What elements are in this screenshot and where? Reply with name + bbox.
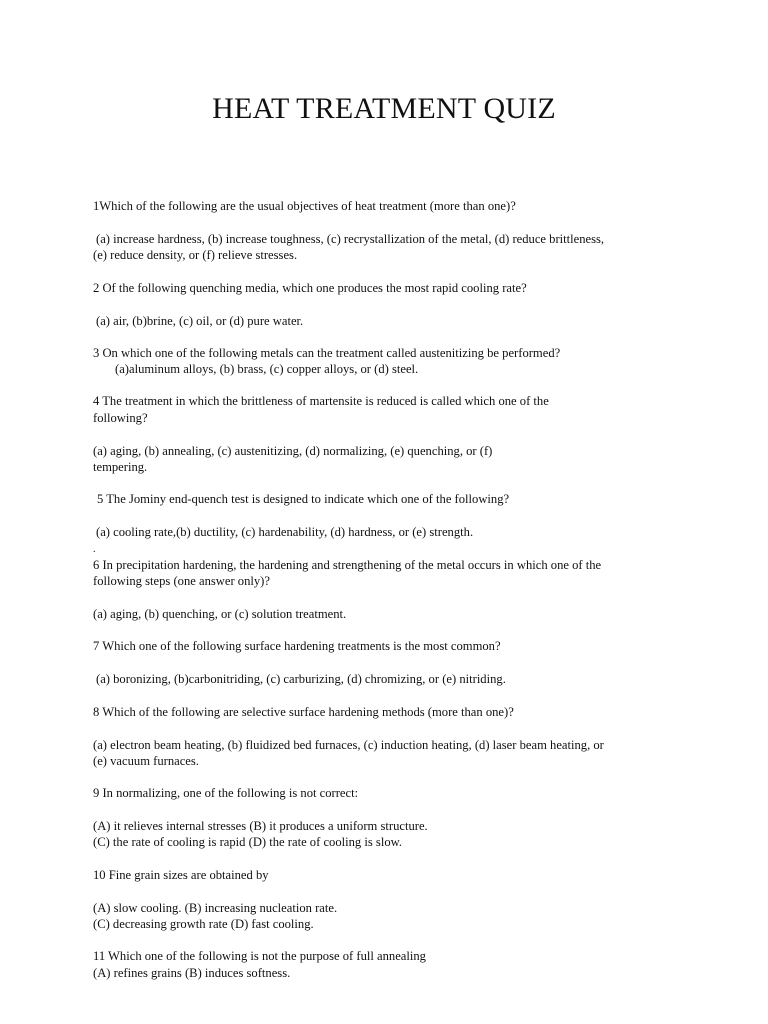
question-1: 1Which of the following are the usual objectives of heat treatment (more than one)? (93, 199, 516, 213)
answer-5: (a) cooling rate,(b) ductility, (c) hardenability, (d) hardness, or (e) strength. (96, 525, 474, 539)
answer-7: (a) boronizing, (b)carbonitriding, (c) carburizing, (d) chromizing, or (e) nitriding. (96, 672, 506, 686)
answer-11: (A) refines grains (B) induces softness. (93, 966, 291, 980)
question-9: 9 In normalizing, one of the following is not correct: (93, 786, 359, 800)
answer-10-line-2: (C) decreasing growth rate (D) fast cooling. (93, 917, 314, 931)
question-5: 5 The Jominy end-quench test is designed to indicate which one of the following? (97, 492, 510, 506)
answer-1-line-2: (e) reduce density, or (f) relieve stresses. (93, 248, 298, 262)
answer-1-line-1: (a) increase hardness, (b) increase toughness, (c) recrystallization of the metal, (d) reduce brittleness, (96, 232, 605, 246)
answer-9-line-2: (C) the rate of cooling is rapid (D) the rate of cooling is slow. (93, 835, 403, 849)
question-3: 3 On which one of the following metals can the treatment called austenitizing be performed? (93, 346, 561, 360)
answer-8-line-2: (e) vacuum furnaces. (93, 754, 199, 768)
answer-10-line-1: (A) slow cooling. (B) increasing nucleation rate. (93, 901, 338, 915)
answer-4-line-1: (a) aging, (b) annealing, (c) austenitizing, (d) normalizing, (e) quenching, or (f) (93, 444, 493, 458)
question-4-line-1: 4 The treatment in which the brittleness of martensite is reduced is called which one of the (93, 394, 549, 408)
question-2: 2 Of the following quenching media, which one produces the most rapid cooling rate? (93, 281, 527, 295)
question-10: 10 Fine grain sizes are obtained by (93, 868, 269, 882)
question-7: 7 Which one of the following surface hardening treatments is the most common? (93, 639, 501, 653)
answer-4-line-2: tempering. (93, 460, 148, 474)
stray-period: . (93, 544, 96, 555)
question-11: 11 Which one of the following is not the purpose of full annealing (93, 949, 426, 963)
answer-9-line-1: (A) it relieves internal stresses (B) it produces a uniform structure. (93, 819, 428, 833)
question-6-line-1: 6 In precipitation hardening, the hardening and strengthening of the metal occurs in which one of the (93, 558, 602, 572)
answer-2: (a) air, (b)brine, (c) oil, or (d) pure water. (96, 314, 304, 328)
answer-3: (a)aluminum alloys, (b) brass, (c) copper alloys, or (d) steel. (115, 362, 419, 376)
question-4-line-2: following? (93, 411, 148, 425)
answer-6: (a) aging, (b) quenching, or (c) solution treatment. (93, 607, 347, 621)
answer-8-line-1: (a) electron beam heating, (b) fluidized bed furnaces, (c) induction heating, (d) laser beam heating, or (93, 738, 604, 752)
page-title: HEAT TREATMENT QUIZ (212, 92, 556, 125)
question-6-line-2: following steps (one answer only)? (93, 574, 270, 588)
question-8: 8 Which of the following are selective surface hardening methods (more than one)? (93, 705, 514, 719)
